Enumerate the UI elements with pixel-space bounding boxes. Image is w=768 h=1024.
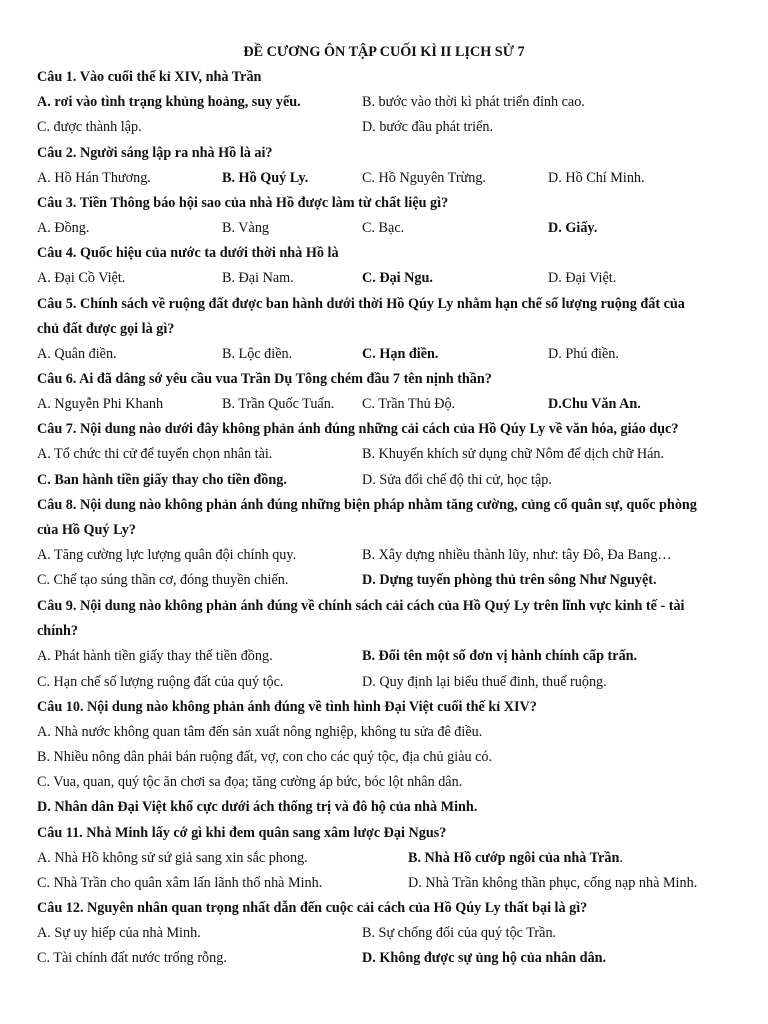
question-5-text: Câu 5. Chính sách về ruộng đất được ban hành dưới thời Hồ Qúy Ly nhằm hạn chế số lượng ruộng đất của [37,296,685,312]
options-row [0,344,768,364]
question-10-option-d: D. Nhân dân Đại Việt khổ cực dưới ách thống trị và đô hộ của nhà Minh. [37,799,478,815]
options-row [0,722,768,742]
question-6-option-a: A. Nguyễn Phi Khanh [37,396,164,412]
question-9-cont: chính? [37,623,79,639]
question-11-text: Câu 11. Nhà Minh lấy cớ gì khi đem quân sang xâm lược Đại Ngus? [37,825,447,841]
question-1-option-d: D. bước đầu phát triển. [362,119,494,135]
question-7-option-c: C. Ban hành tiền giấy thay cho tiền đồng. [37,472,287,488]
question-2-text: Câu 2. Người sáng lập ra nhà Hồ là ai? [37,145,273,161]
options-row [0,848,768,868]
options-row [0,168,768,188]
options-row [0,672,768,692]
options-row [0,92,768,112]
question-2-option-d: D. Hồ Chí Minh. [548,170,645,186]
question-9-option-a: A. Phát hành tiền giấy thay thế tiền đồng. [37,648,273,664]
question-11-option-c: C. Nhà Trần cho quân xâm lấn lãnh thổ nhà Minh. [37,875,323,891]
question-7-option-a: A. Tổ chức thi cử để tuyển chọn nhân tài. [37,446,273,462]
question-10-option-c: C. Vua, quan, quý tộc ăn chơi sa đọa; tăng cường áp bức, bóc lột nhân dân. [37,774,463,790]
options-row [0,470,768,490]
question-7-option-b: B. Khuyến khích sử dụng chữ Nôm để dịch chữ Hán. [362,446,665,462]
question-12-option-c: C. Tài chính đất nước trống rỗng. [37,950,227,966]
question-9-text: Câu 9. Nội dung nào không phản ánh đúng về chính sách cải cách của Hồ Quý Ly trên lĩnh vực kinh tế - tài [37,598,685,614]
question-12-option-d: D. Không được sự ủng hộ của nhân dân. [362,950,607,966]
question-1-text: Câu 1. Vào cuối thế kỉ XIV, nhà Trần [37,69,262,85]
question-1-option-a: A. rơi vào tình trạng khủng hoảng, suy yếu. [37,94,301,110]
question-9-option-c: C. Hạn chế số lượng ruộng đất của quý tộc. [37,674,284,690]
options-row [0,444,768,464]
question-5-option-d: D. Phú điền. [548,346,619,362]
question-2-option-b: B. Hồ Quý Ly. [222,170,309,186]
question-10-option-b: B. Nhiều nông dân phải bán ruộng đất, vợ, con cho các quý tộc, địa chủ giàu có. [37,749,493,765]
options-row [0,117,768,137]
question-5-cont: chủ đất được gọi là gì? [37,321,175,337]
question-11-option-a: A. Nhà Hồ không sử sứ giả sang xin sắc phong. [37,850,308,866]
options-row [0,268,768,288]
question-3-option-c: C. Bạc. [362,220,405,236]
question-11-option-d: D. Nhà Trần không thần phục, cống nạp nhà Minh. [408,875,698,891]
question-4-text: Câu 4. Quốc hiệu của nước ta dưới thời nhà Hồ là [37,245,339,261]
question-4-option-d: D. Đại Việt. [548,270,617,286]
options-row [0,797,768,817]
options-row [0,948,768,968]
question-2-option-a: A. Hồ Hán Thương. [37,170,151,186]
question-8-option-a: A. Tăng cường lực lượng quân đội chính quy. [37,547,297,563]
options-row [0,747,768,767]
question-7-text: Câu 7. Nội dung nào dưới đây không phản ánh đúng những cải cách của Hồ Qúy Ly về văn hóa, giáo dục? [37,421,679,437]
question-10-option-a: A. Nhà nước không quan tâm đến sản xuất nông nghiệp, không tu sửa đê điều. [37,724,483,740]
question-3-option-b: B. Vàng [222,220,270,236]
question-7-option-d: D. Sửa đổi chế độ thi cử, học tập. [362,472,552,488]
question-5-option-a: A. Quân điền. [37,346,117,362]
question-4-option-a: A. Đại Cồ Việt. [37,270,126,286]
document-title: ĐỀ CƯƠNG ÔN TẬP CUỐI KÌ II LỊCH SỬ 7 [243,44,525,60]
options-row [0,570,768,590]
question-9-option-d: D. Quy định lại biểu thuế đinh, thuế ruộng. [362,674,607,690]
options-row [0,646,768,666]
question-1-option-c: C. được thành lập. [37,119,142,135]
options-row [0,218,768,238]
question-6-option-b: B. Trần Quốc Tuấn. [222,396,335,412]
question-4-option-b: B. Đại Nam. [222,270,294,286]
question-3-text: Câu 3. Tiền Thông báo hội sao của nhà Hồ được làm từ chất liệu gì? [37,195,449,211]
question-6-option-d: D.Chu Văn An. [548,396,641,412]
question-8-cont: của Hồ Quý Ly? [37,522,136,538]
question-8-option-b: B. Xây dựng nhiều thành lũy, như: tây Đô, Đa Bang… [362,547,672,563]
question-3-option-a: A. Đồng. [37,220,90,236]
options-row [0,923,768,943]
question-12-text: Câu 12. Nguyên nhân quan trọng nhất dẫn đến cuộc cải cách của Hồ Qúy Ly thất bại là gì? [37,900,588,916]
question-11-option-b: B. Nhà Hồ cướp ngôi của nhà Trần. [408,850,623,866]
question-1-option-b: B. bước vào thời kì phát triển đỉnh cao. [362,94,585,110]
question-5-option-c: C. Hạn điền. [362,346,439,362]
options-row [0,873,768,893]
question-9-option-b: B. Đổi tên một số đơn vị hành chính cấp trấn. [362,648,638,664]
question-8-option-c: C. Chế tạo súng thần cơ, đóng thuyền chiến. [37,572,289,588]
question-2-option-c: C. Hồ Nguyên Trừng. [362,170,486,186]
options-row [0,772,768,792]
options-row [0,545,768,565]
question-3-option-d: D. Giấy. [548,220,598,236]
question-8-text: Câu 8. Nội dung nào không phản ánh đúng những biện pháp nhằm tăng cường, củng cố quân sự, quốc phòng [37,497,697,513]
question-5-option-b: B. Lộc điền. [222,346,293,362]
question-8-option-d: D. Dựng tuyến phòng thủ trên sông Như Nguyệt. [362,572,657,588]
question-6-option-c: C. Trần Thủ Độ. [362,396,456,412]
question-12-option-a: A. Sự uy hiếp của nhà Minh. [37,925,201,941]
question-6-text: Câu 6. Ai đã dâng sớ yêu cầu vua Trần Dụ Tông chém đầu 7 tên nịnh thần? [37,371,492,387]
question-10-text: Câu 10. Nội dung nào không phản ánh đúng về tình hình Đại Việt cuối thế kỉ XIV? [37,699,537,715]
question-12-option-b: B. Sự chống đối của quý tộc Trần. [362,925,557,941]
options-row [0,394,768,414]
question-4-option-c: C. Đại Ngu. [362,270,433,286]
